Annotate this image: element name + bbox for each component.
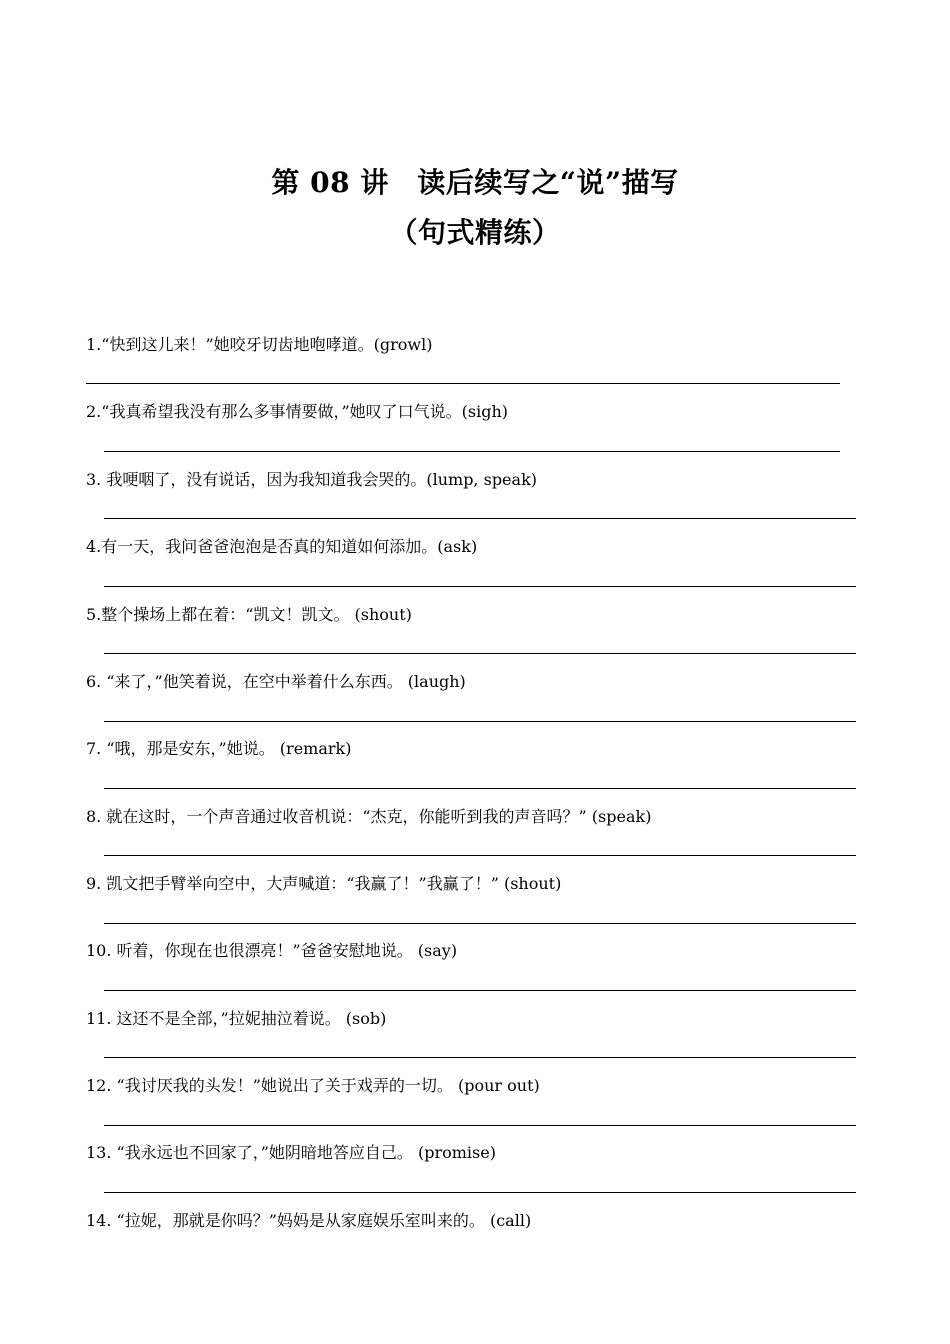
answer-line-3[interactable]: [104, 518, 856, 519]
page-title: 第 08 讲 读后续写之“说”描写: [271, 166, 679, 199]
question-2: 2.“我真希望我没有那么多事情要做，”她叹了口气说。(sigh): [86, 402, 508, 421]
answer-line-8[interactable]: [104, 855, 856, 856]
question-5: 5.整个操场上都在着：“凯文！凯文。 (shout): [86, 605, 412, 624]
question-12: 12. “我讨厌我的头发！”她说出了关于戏弄的一切。 (pour out): [86, 1076, 540, 1095]
answer-line-9[interactable]: [104, 923, 856, 924]
answer-line-2[interactable]: [104, 451, 840, 452]
question-10: 10. 听着，你现在也很漂亮！”爸爸安慰地说。 (say): [86, 941, 458, 960]
question-14: 14. “拉妮，那就是你吗？”妈妈是从家庭娱乐室叫来的。 (call): [86, 1211, 532, 1230]
question-6: 6. “来了，”他笑着说，在空中举着什么东西。 (laugh): [86, 672, 466, 691]
answer-line-10[interactable]: [104, 990, 856, 991]
answer-line-4[interactable]: [104, 586, 856, 587]
answer-line-13[interactable]: [104, 1192, 856, 1193]
question-13: 13. “我永远也不回家了，”她阴暗地答应自己。 (promise): [86, 1143, 496, 1162]
question-9: 9. 凯文把手臂举向空中，大声喊道：“我赢了！”我赢了！” (shout): [86, 874, 562, 893]
question-3: 3. 我哽咽了，没有说话，因为我知道我会哭的。(lump, speak): [86, 470, 538, 489]
question-11: 11. 这还不是全部，”拉妮抽泣着说。 (sob): [86, 1009, 387, 1028]
question-8: 8. 就在这时，一个声音通过收音机说：“杰克，你能听到我的声音吗？” (speak): [86, 807, 652, 826]
answer-line-6[interactable]: [104, 721, 856, 722]
answer-line-5[interactable]: [104, 653, 856, 654]
question-4: 4.有一天，我问爸爸泡泡是否真的知道如何添加。(ask): [86, 537, 478, 556]
page-subtitle: （句式精练）: [389, 216, 561, 249]
answer-line-1[interactable]: [86, 383, 840, 384]
question-7: 7. “哦，那是安东，”她说。 (remark): [86, 739, 352, 758]
answer-line-11[interactable]: [104, 1057, 856, 1058]
answer-line-7[interactable]: [104, 788, 856, 789]
question-1: 1.“快到这儿来！”她咬牙切齿地咆哮道。(growl): [86, 335, 433, 354]
answer-line-12[interactable]: [104, 1125, 856, 1126]
